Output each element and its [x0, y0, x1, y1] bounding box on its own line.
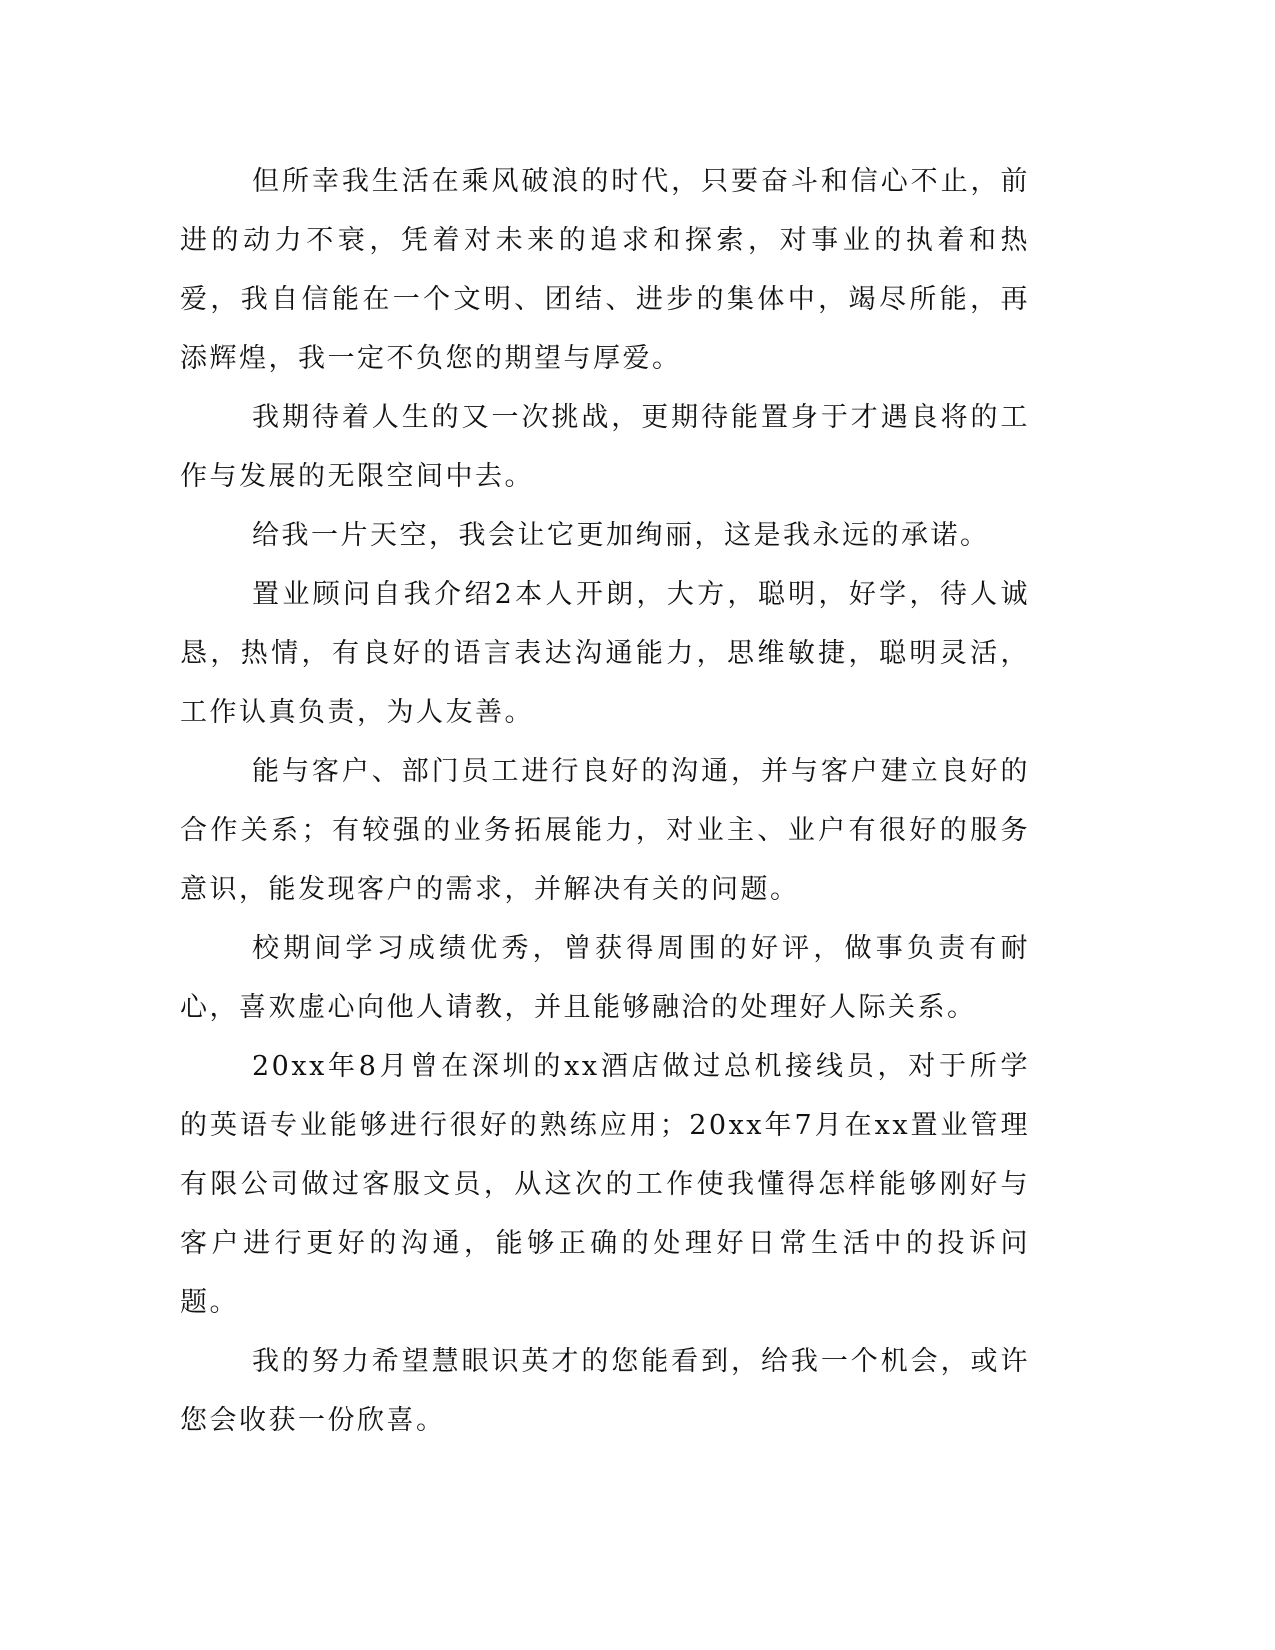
paragraph-5: 能与客户、部门员工进行良好的沟通，并与客户建立良好的合作关系；有较强的业务拓展能力，对业主、业户有很好的服务意识，能发现客户的需求，并解决有关的问题。 — [180, 756, 1030, 905]
paragraph-3: 给我一片天空，我会让它更加绚丽，这是我永远的承诺。 — [252, 520, 990, 551]
paragraph-7: 20xx年8月曾在深圳的xx酒店做过总机接线员，对于所学的英语专业能够进行很好的熟练应用；20xx年7月在xx置业管理有限公司做过客服文员，从这次的工作使我懂得怎样能够刚好与客户进行更好的沟通，能够正确的处理好日常生活中的投诉问题。 — [180, 1051, 1030, 1318]
paragraph-6: 校期间学习成绩优秀，曾获得周围的好评，做事负责有耐心，喜欢虚心向他人请教，并且能够融洽的处理好人际关系。 — [180, 933, 1030, 1023]
paragraph-2: 我期待着人生的又一次挑战，更期待能置身于才遇良将的工作与发展的无限空间中去。 — [180, 402, 1030, 492]
paragraph-4: 置业顾问自我介绍2本人开朗，大方，聪明，好学，待人诚恳，热情，有良好的语言表达沟通能力，思维敏捷，聪明灵活，工作认真负责，为人友善。 — [180, 579, 1030, 728]
paragraph-1: 但所幸我生活在乘风破浪的时代，只要奋斗和信心不止，前进的动力不衰，凭着对未来的追求和探索，对事业的执着和热爱，我自信能在一个文明、团结、进步的集体中，竭尽所能，再添辉煌，我一定不负您的期望与厚爱。 — [180, 166, 1030, 374]
document-body — [180, 152, 1030, 1450]
paragraph-8: 我的努力希望慧眼识英才的您能看到，给我一个机会，或许您会收获一份欣喜。 — [180, 1346, 1030, 1436]
